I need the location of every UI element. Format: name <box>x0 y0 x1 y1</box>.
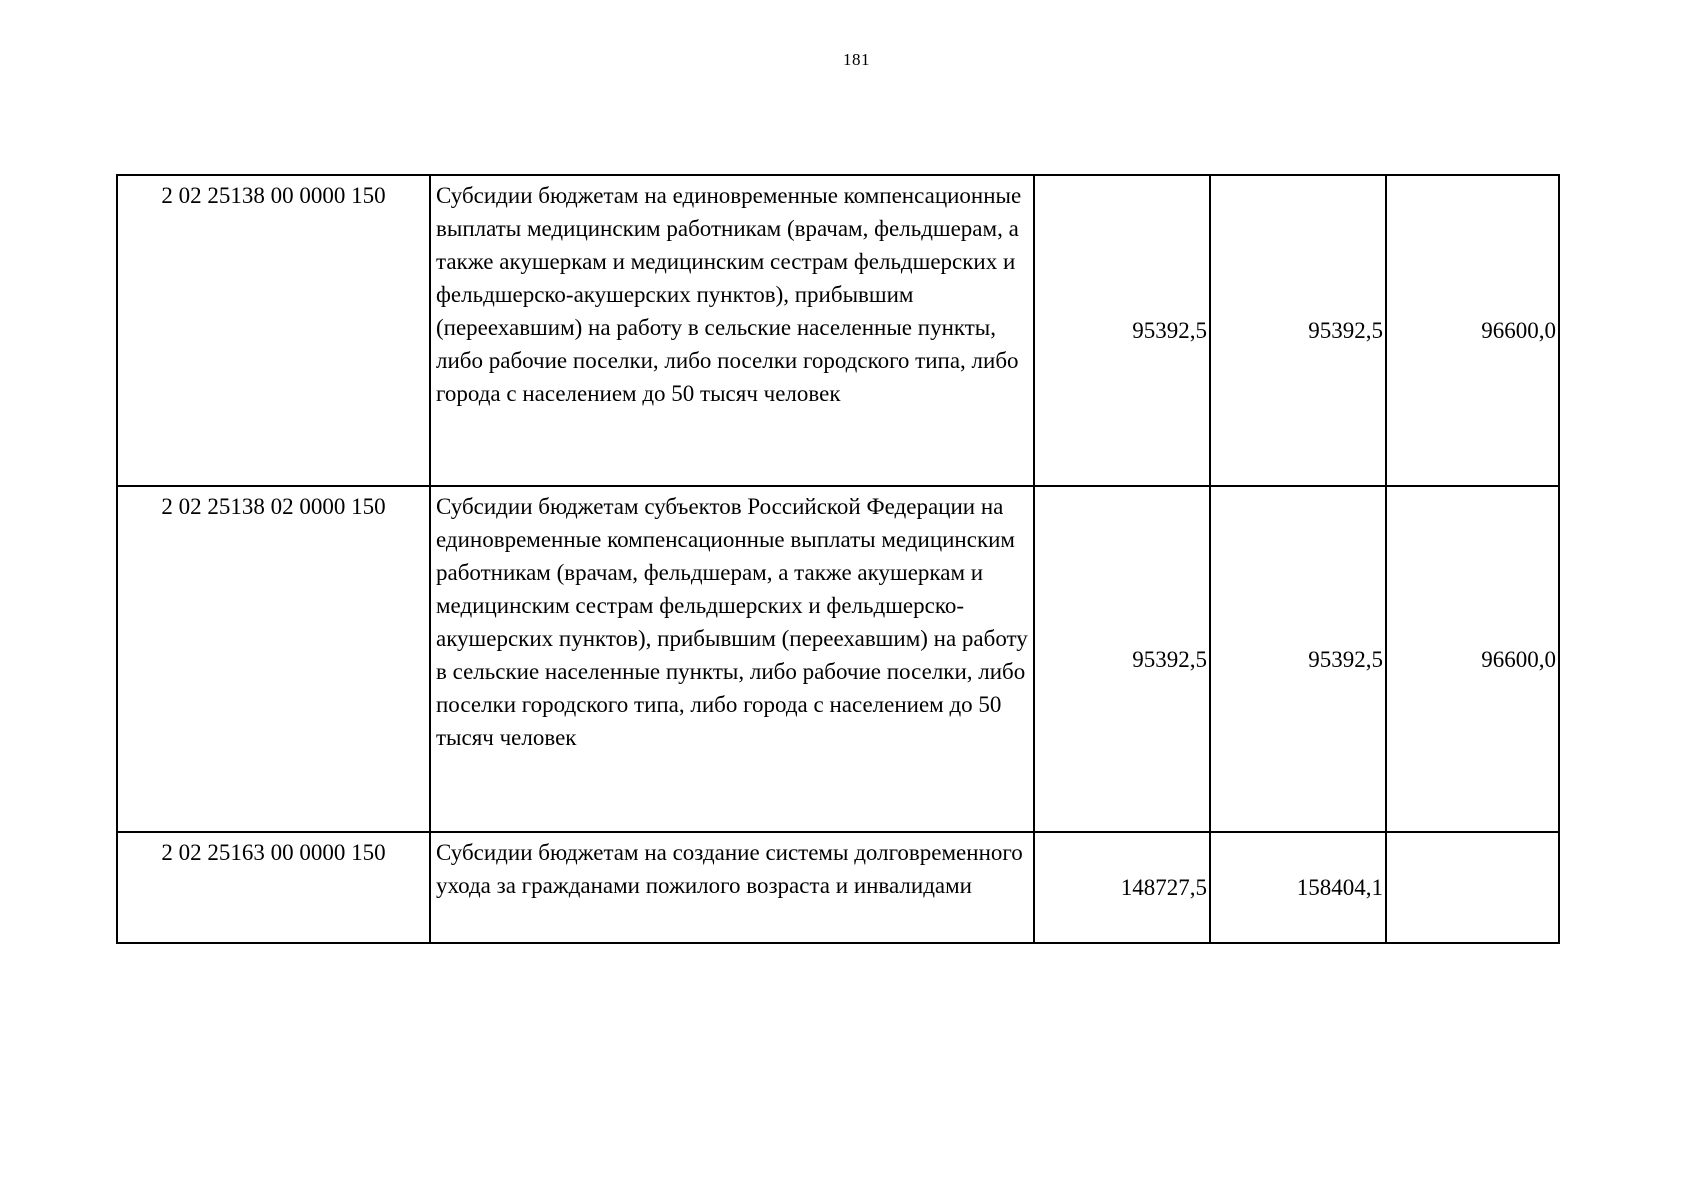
table-row <box>117 175 1559 486</box>
value-2-cell: 95392,5 <box>1210 486 1386 832</box>
budget-code-cell: 2 02 25163 00 0000 150 <box>117 832 430 943</box>
budget-code-cell: 2 02 25138 02 0000 150 <box>117 486 430 832</box>
value-3-cell: 96600,0 <box>1386 175 1559 486</box>
description-cell: Субсидии бюджетам на единовременные компенсационные выплаты медицинским работникам (врачам, фельдшерам, а также акушеркам и медицинским сестрам фельдшерских и фельдшерско-акушерских пунктов), прибывшим (переехавшим) на работу в сельские населенные пункты, либо рабочие поселки, либо поселки городского типа, либо города с населением до 50 тысяч человек <box>430 175 1034 486</box>
table-row <box>117 486 1559 832</box>
budget-table <box>116 174 1560 944</box>
value-1-cell: 95392,5 <box>1034 486 1210 832</box>
value-1-cell: 95392,5 <box>1034 175 1210 486</box>
table-row <box>117 832 1559 943</box>
value-3-cell: 96600,0 <box>1386 486 1559 832</box>
page-number: 181 <box>843 50 870 69</box>
value-1-cell: 148727,5 <box>1034 832 1210 943</box>
description-cell: Субсидии бюджетам на создание системы долговременного ухода за гражданами пожилого возраста и инвалидами <box>430 832 1034 943</box>
budget-code-cell: 2 02 25138 00 0000 150 <box>117 175 430 486</box>
value-2-cell: 158404,1 <box>1210 832 1386 943</box>
value-2-cell: 95392,5 <box>1210 175 1386 486</box>
value-3-cell <box>1386 832 1559 943</box>
description-cell: Субсидии бюджетам субъектов Российской Федерации на единовременные компенсационные выплаты медицинским работникам (врачам, фельдшерам, а также акушеркам и медицинским сестрам фельдшерских и фельдшерско-акушерских пунктов), прибывшим (переехавшим) на работу в сельские населенные пункты, либо рабочие поселки, либо поселки городского типа, либо города с населением до 50 тысяч человек <box>430 486 1034 832</box>
